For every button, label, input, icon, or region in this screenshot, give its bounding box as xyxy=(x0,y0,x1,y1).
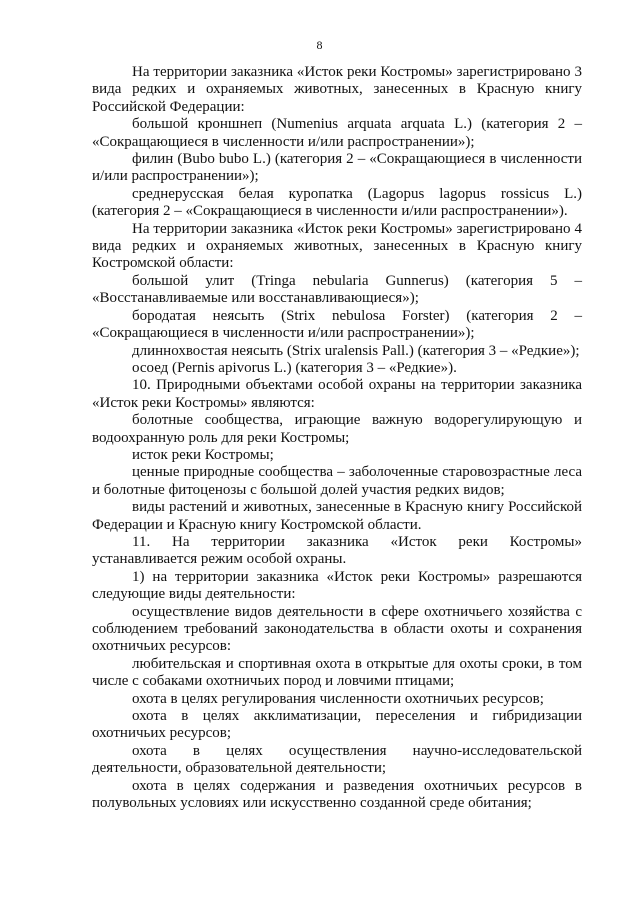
paragraph-13: ценные природные сообщества – заболоченные старовозрастные леса и болотные фитоценозы с большой долей участия редких видов; xyxy=(92,464,582,498)
paragraph-1: На территории заказника «Исток реки Костромы» зарегистрировано 3 вида редких и охраняемых животных, занесенных в Красную книгу Российской Федерации: xyxy=(92,64,582,115)
page-number: 8 xyxy=(316,38,323,52)
paragraph-9: осоед (Pernis apivorus L.) (категория 3 – «Редкие»). xyxy=(132,359,457,376)
paragraph-2: большой кроншнеп (Numenius arquata arquata L.) (категория 2 – «Сокращающиеся в численности и/или распространении»); xyxy=(92,116,582,150)
document-body xyxy=(92,64,582,812)
paragraph-21: охота в целях осуществления научно-исследовательской деятельности, образовательной деятельности; xyxy=(92,742,582,777)
paragraph-19: охота в целях регулирования численности охотничьих ресурсов; xyxy=(132,690,544,707)
paragraph-3: филин (Bubo bubo L.) (категория 2 – «Сокращающиеся в численности и/или распространении»); xyxy=(92,151,582,185)
paragraph-15: 11. На территории заказника «Исток реки Костромы» устанавливается режим особой охраны. xyxy=(92,533,582,568)
paragraph-22: охота в целях содержания и разведения охотничьих ресурсов в полувольных условиях или искусственно созданной среде обитания; xyxy=(92,777,582,812)
paragraph-17: осуществление видов деятельности в сфере охотничьего хозяйства с соблюдением требований законодательства в области охоты и сохранения охотничьих ресурсов: xyxy=(92,603,582,655)
paragraph-18: любительская и спортивная охота в открытые для охоты сроки, в том числе с собаками охотничьих пород и ловчими птицами; xyxy=(92,655,582,690)
paragraph-5: На территории заказника «Исток реки Костромы» зарегистрировано 4 вида редких и охраняемых животных, занесенных в Красную книгу Костромской области: xyxy=(92,220,582,272)
paragraph-8: длиннохвостая неясыть (Strix uralensis Pall.) (категория 3 – «Редкие»); xyxy=(132,342,580,359)
paragraph-20: охота в целях акклиматизации, переселения и гибридизации охотничьих ресурсов; xyxy=(92,708,582,742)
paragraph-12: исток реки Костромы; xyxy=(132,446,274,463)
paragraph-6: большой улит (Tringa nebularia Gunnerus) (категория 5 – «Восстанавливаемые или восстанавливающиеся»); xyxy=(92,272,582,307)
paragraph-14: виды растений и животных, занесенные в Красную книгу Российской Федерации и Красную книгу Костромской области. xyxy=(92,499,582,533)
paragraph-11: болотные сообщества, играющие важную водорегулирующую и водоохранную роль для реки Костромы; xyxy=(92,412,582,446)
paragraph-7: бородатая неясыть (Strix nebulosa Forster) (категория 2 – «Сокращающиеся в численности и/или распространении»); xyxy=(92,307,582,342)
paragraph-16: 1) на территории заказника «Исток реки Костромы» разрешаются следующие виды деятельности: xyxy=(92,568,582,603)
paragraph-4: среднерусская белая куропатка (Lagopus lagopus rossicus L.) (категория 2 – «Сокращающиеся в численности и/или распространении»). xyxy=(92,185,582,220)
paragraph-10: 10. Природными объектами особой охраны на территории заказника «Исток реки Костромы» являются: xyxy=(92,377,582,411)
